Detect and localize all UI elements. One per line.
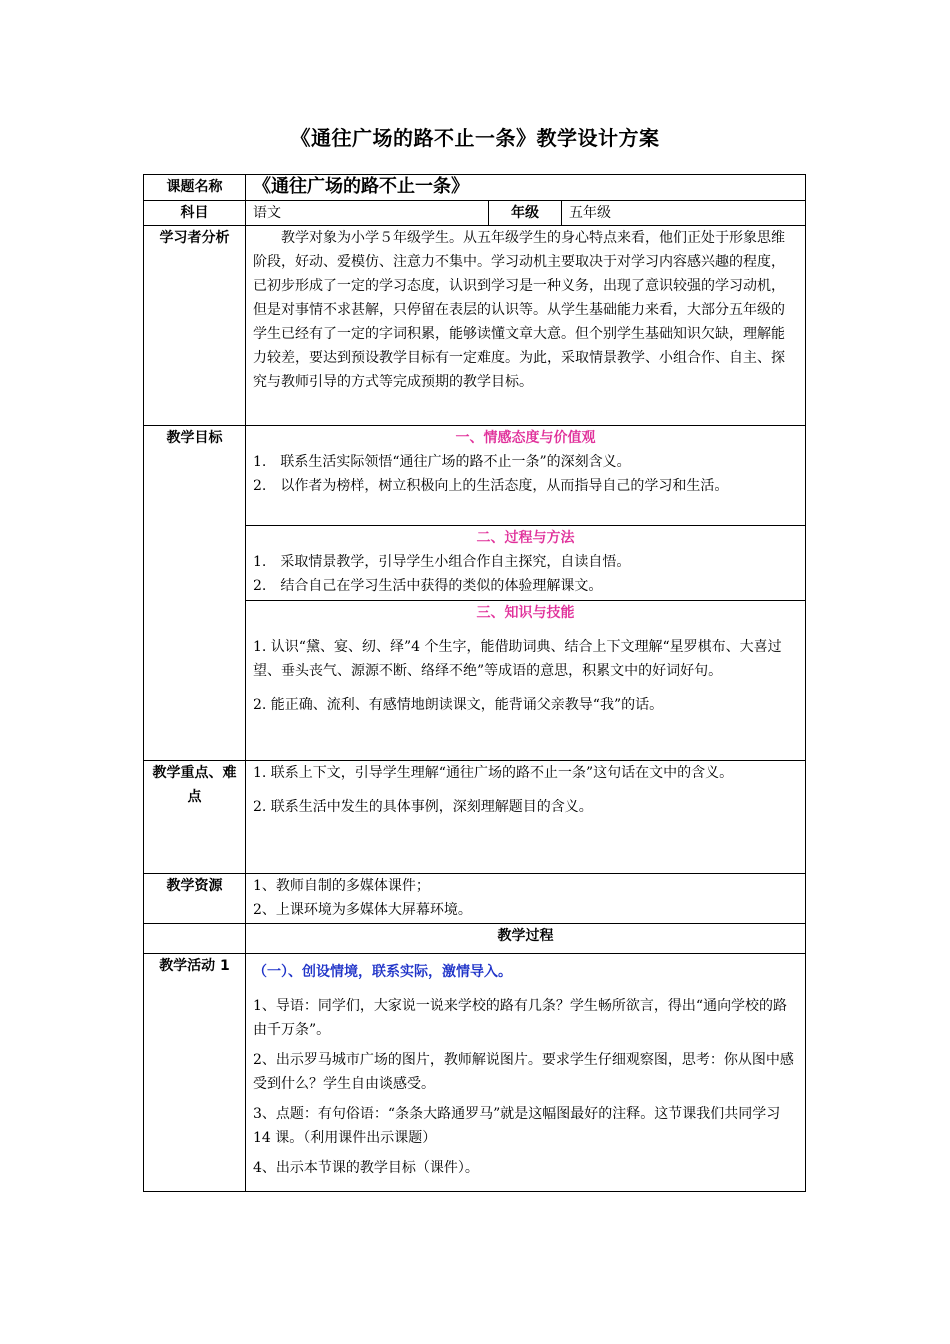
keypoints-label: 教学重点、难点 [144, 761, 246, 874]
document-title: 《通往广场的路不止一条》教学设计方案 [290, 126, 660, 150]
objectives-section-2 [246, 526, 806, 601]
objectives-label: 教学目标 [144, 426, 246, 761]
objective-heading: 三、知识与技能 [476, 605, 575, 621]
activity-item: 3、点题：有句俗语：“条条大路通罗马”就是这幅图最好的注释。这节课我们共同学习 14 课。（利用课件出示课题） [253, 1106, 781, 1146]
activity-heading: （一）、创设情境，联系实际，激情导入。 [253, 964, 512, 980]
objective-item: 1. 联系生活实际领悟“通往广场的路不止一条”的深刻含义。 [253, 454, 631, 470]
objective-heading: 一、情感态度与价值观 [455, 430, 596, 446]
activity-1-cell [246, 954, 806, 1192]
grade-label: 年级 [489, 201, 562, 226]
resource-item: 2、上课环境为多媒体大屏幕环境。 [253, 902, 472, 918]
objectives-section-3 [246, 601, 806, 761]
row-keypoints [144, 761, 806, 874]
keypoint-item: 2. 联系生活中发生的具体事例，深刻理解题目的含义。 [253, 799, 593, 815]
row-process-heading [144, 924, 806, 954]
objective-item: 2. 以作者为榜样，树立积极向上的生活态度，从而指导自己的学习和生活。 [253, 478, 729, 494]
objective-item: 2. 结合自己在学习生活中获得的类似的体验理解课文。 [253, 578, 603, 594]
course-name-value: 《通往广场的路不止一条》 [246, 175, 806, 201]
activity-1-label: 教学活动 1 [144, 954, 246, 1192]
keypoint-item: 1. 联系上下文，引导学生理解“通往广场的路不止一条”这句话在文中的含义。 [253, 765, 734, 781]
row-course-name [144, 175, 806, 201]
course-name-label: 课题名称 [144, 175, 246, 201]
activity-item: 2、出示罗马城市广场的图片，教师解说图片。要求学生仔细观察图，思考：你从图中感受到什么？学生自由谈感受。 [253, 1052, 794, 1092]
subject-label: 科目 [144, 201, 246, 226]
lesson-plan-table [143, 174, 806, 1192]
objectives-section-1 [246, 426, 806, 526]
row-objectives-1 [144, 426, 806, 526]
keypoints-cell [246, 761, 806, 874]
objective-heading: 二、过程与方法 [476, 530, 575, 546]
row-subject-grade [144, 201, 806, 226]
resources-label: 教学资源 [144, 874, 246, 924]
objective-item: 2. 能正确、流利、有感情地朗读课文，能背诵父亲教导“我”的话。 [253, 697, 664, 713]
learner-analysis-text: 教学对象为小学５年级学生。从五年级学生的身心特点来看，他们正处于形象思维阶段，好动、爱模仿、注意力不集中。学习动机主要取决于对学习内容感兴趣的程度，已初步形成了一定的学习态度，认识到学习是一种义务，出现了意识较强的学习动机，但是对事情不求甚解，只停留在表层的认识等。从学生基础能力来看，大部分五年级的学生已经有了一定的字词积累，能够读懂文章大意。但个别学生基础知识欠缺，理解能力较差，要达到预设教学目标有一定难度。为此，采取情景教学、小组合作、自主、探究与教师引导的方式等完成预期的教学目标。 [253, 230, 785, 390]
row-activity-1 [144, 954, 806, 1192]
resource-item: 1、教师自制的多媒体课件； [253, 878, 430, 894]
learner-analysis-label: 学习者分析 [144, 226, 246, 426]
subject-value: 语文 [246, 201, 489, 226]
resources-cell [246, 874, 806, 924]
row-resources [144, 874, 806, 924]
empty-cell [144, 924, 246, 954]
row-learner-analysis [144, 226, 806, 426]
objective-item: 1. 采取情景教学，引导学生小组合作自主探究，自读自悟。 [253, 554, 631, 570]
activity-item: 1、导语：同学们，大家说一说来学校的路有几条？学生畅所欲言，得出“通向学校的路由千万条”。 [253, 998, 788, 1038]
objective-item: 1. 认识“黛、宴、纫、绎”4 个生字，能借助词典、结合上下文理解“星罗棋布、大喜过望、垂头丧气、源源不断、络绎不绝”等成语的意思，积累文中的好词好句。 [253, 639, 782, 679]
activity-item: 4、出示本节课的教学目标（课件）。 [253, 1160, 479, 1176]
process-heading: 教学过程 [246, 924, 806, 954]
learner-analysis-cell [246, 226, 806, 426]
grade-value: 五年级 [562, 201, 806, 226]
